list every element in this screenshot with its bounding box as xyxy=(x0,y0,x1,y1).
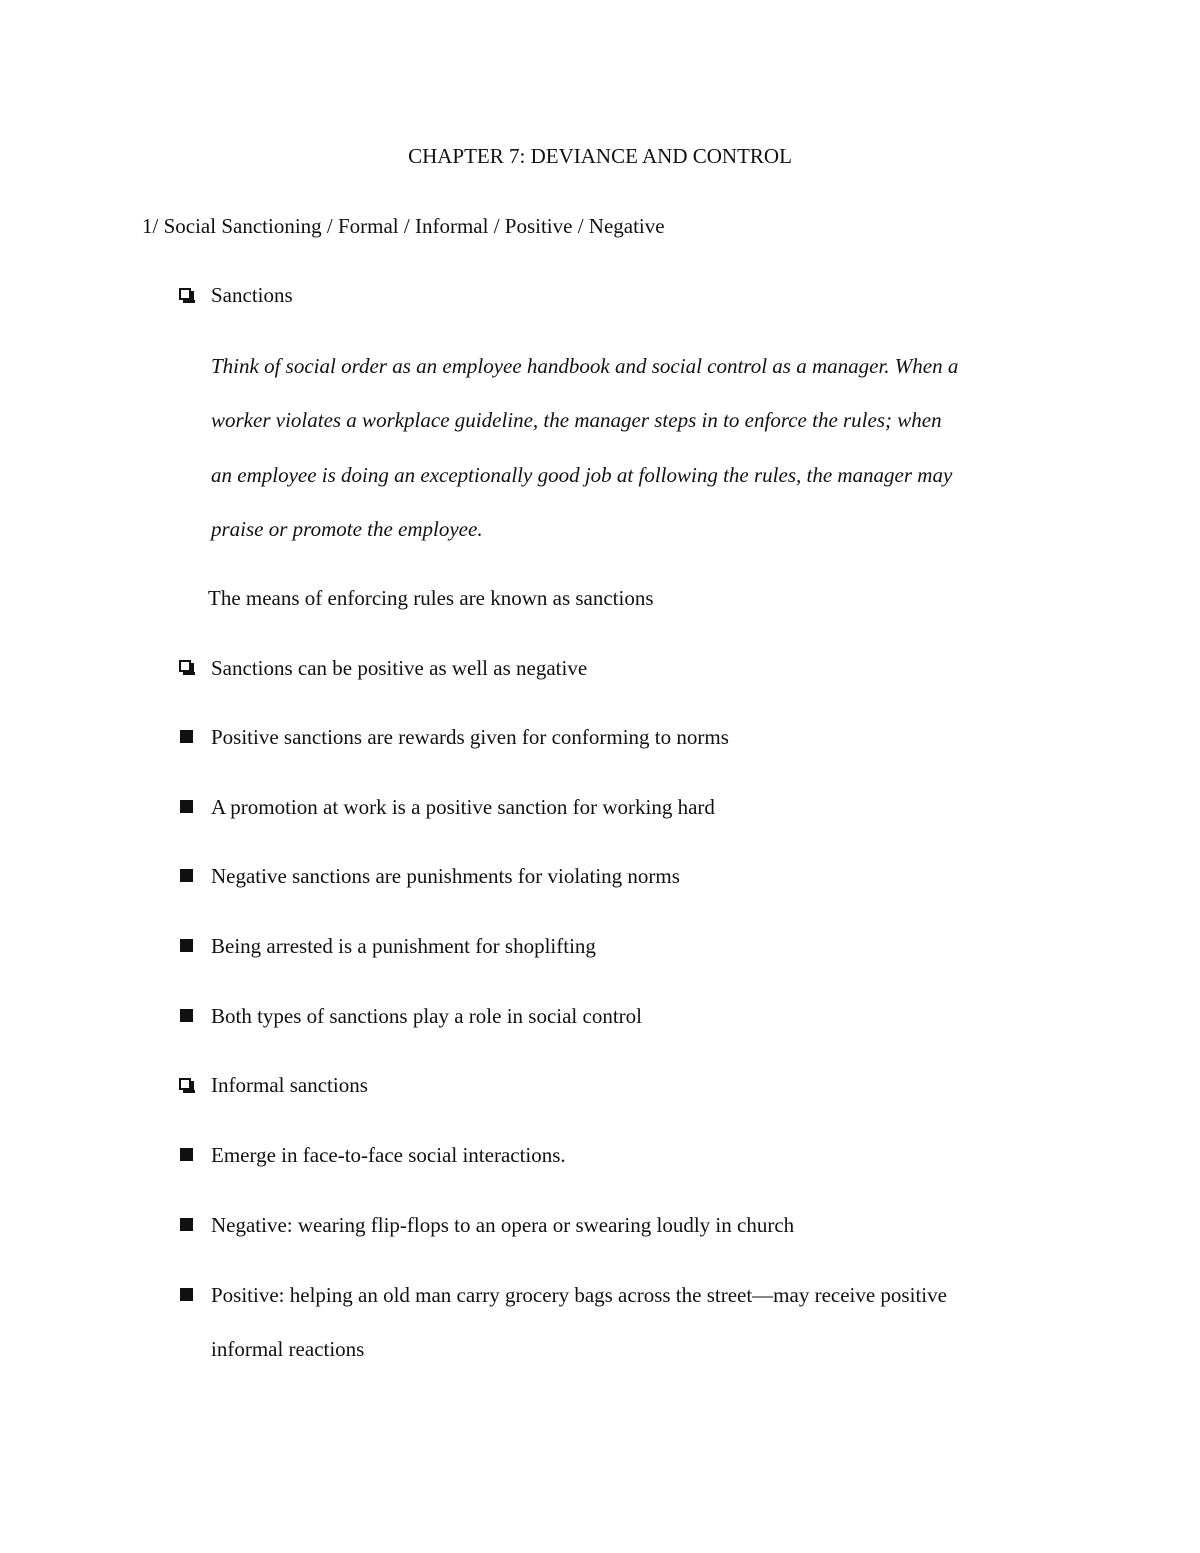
checkbox-bullet-icon xyxy=(179,1078,191,1090)
square-bullet-icon xyxy=(180,1288,193,1301)
quote-line: worker violates a workplace guideline, the manager steps in to enforce the rules; when xyxy=(211,408,942,432)
list-item-continuation: informal reactions xyxy=(211,1337,365,1361)
list-item: Emerge in face-to-face social interactions. xyxy=(211,1143,566,1167)
square-bullet-icon xyxy=(180,1148,193,1161)
square-bullet-icon xyxy=(180,869,193,882)
list-item: Being arrested is a punishment for shoplifting xyxy=(211,934,596,958)
square-bullet-icon xyxy=(180,1218,193,1231)
list-item: Sanctions xyxy=(211,283,293,307)
list-item: Sanctions can be positive as well as negative xyxy=(211,656,588,680)
quote-line: an employee is doing an exceptionally good job at following the rules, the manager may xyxy=(211,463,953,487)
section-heading: 1/ Social Sanctioning / Formal / Informal / Positive / Negative xyxy=(142,214,665,238)
square-bullet-icon xyxy=(180,800,193,813)
list-item: Negative: wearing flip-flops to an opera or swearing loudly in church xyxy=(211,1213,795,1237)
list-item: A promotion at work is a positive sanction for working hard xyxy=(211,795,715,819)
paragraph: The means of enforcing rules are known as sanctions xyxy=(208,586,654,610)
list-item: Positive: helping an old man carry grocery bags across the street—may receive positive xyxy=(211,1283,947,1307)
page-title: CHAPTER 7: DEVIANCE AND CONTROL xyxy=(408,144,792,168)
square-bullet-icon xyxy=(180,1009,193,1022)
square-bullet-icon xyxy=(180,939,193,952)
list-item: Both types of sanctions play a role in social control xyxy=(211,1004,642,1028)
quote-line: Think of social order as an employee handbook and social control as a manager. When a xyxy=(211,354,959,378)
list-item: Informal sanctions xyxy=(211,1073,368,1097)
quote-line: praise or promote the employee. xyxy=(211,517,483,541)
square-bullet-icon xyxy=(180,730,193,743)
list-item: Negative sanctions are punishments for violating norms xyxy=(211,864,680,888)
list-item: Positive sanctions are rewards given for conforming to norms xyxy=(211,725,729,749)
checkbox-bullet-icon xyxy=(179,660,191,672)
checkbox-bullet-icon xyxy=(179,288,191,300)
